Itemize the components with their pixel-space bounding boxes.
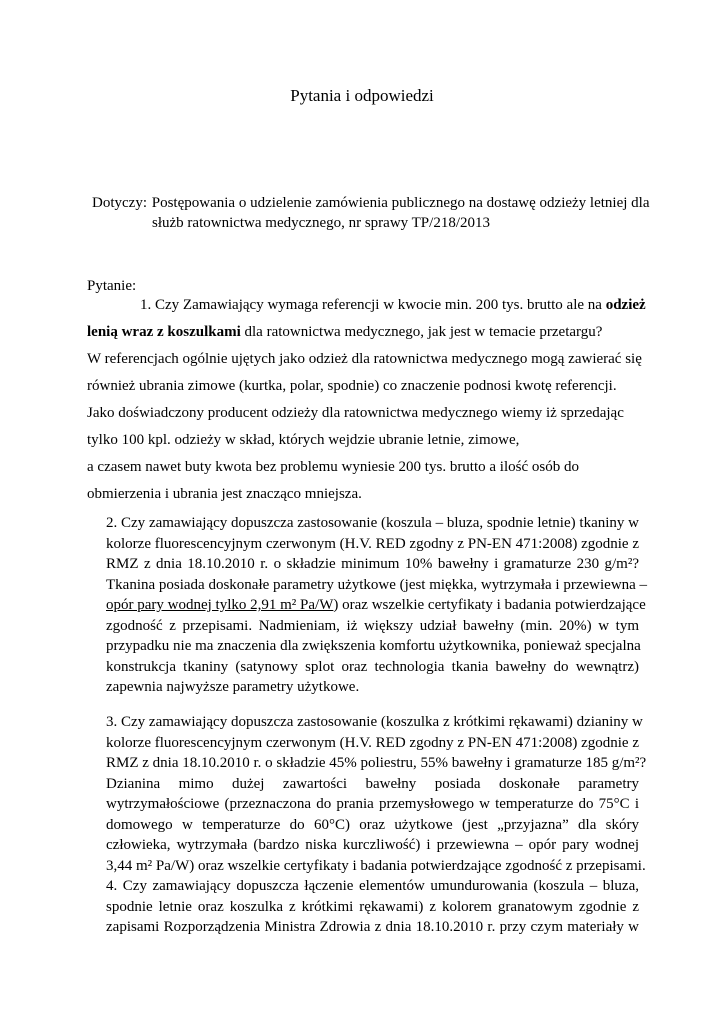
q3-line-6: domowego w temperaturze do 60°C) oraz użytkowe (jest „przyjazna” dla skóry bbox=[106, 816, 639, 833]
question-1 bbox=[87, 296, 647, 512]
q1-line-2 bbox=[87, 323, 647, 350]
q1-line-5: Jako doświadczony producent odzieży dla ratownictwa medycznego wiemy iż sprzedając bbox=[87, 405, 624, 421]
q1-line-1-text: 1. Czy Zamawiający wymaga referencji w kwocie min. 200 tys. brutto ale na bbox=[140, 297, 606, 313]
q1-line-7: a czasem nawet buty kwota bez problemu wyniesie 200 tys. brutto a ilość osób do bbox=[87, 459, 579, 475]
q4-line-1: 4. Czy zamawiający dopuszcza łączenie elementów umundurowania (koszula – bluza, bbox=[106, 878, 639, 894]
q4-line-3: zapisami Rozporządzenia Ministra Zdrowia z dnia 18.10.2010 r. przy czym materiały w bbox=[106, 919, 639, 935]
regarding-text-1: Postępowania o udzielenie zamówienia publicznego na dostawę odzieży letniej dla bbox=[151, 195, 650, 211]
q3-line-8: 3,44 m² Pa/W) oraz wszelkie certyfikaty i badania potwierdzające zgodność z przepisami. bbox=[106, 857, 646, 874]
q2-underlined-text: opór pary wodnej tylko 2,91 m² Pa/W bbox=[106, 597, 334, 613]
q1-line-3: W referencjach ogólnie ujętych jako odzież dla ratownictwa medycznego mogą zawierać się bbox=[87, 351, 642, 367]
q3-line-2: kolorze fluorescencyjnym czerwonym (H.V. RED zgodny z PN-EN 471:2008) zgodnie z bbox=[106, 734, 639, 751]
question-2 bbox=[106, 513, 648, 698]
q2-line-5 bbox=[106, 595, 646, 616]
q1-line-2-text: dla ratownictwa medycznego, jak jest w temacie przetargu? bbox=[240, 324, 603, 340]
q1-line-1 bbox=[87, 296, 647, 323]
regarding-text-2: służb ratownictwa medycznego, nr sprawy TP/218/2013 bbox=[152, 215, 490, 231]
q2-line-9: zapewnia najwyższe parametry użytkowe. bbox=[106, 679, 360, 695]
page-title: Pytania i odpowiedzi bbox=[290, 86, 434, 105]
q2-line-6: zgodność z przepisami. Nadmieniam, iż większy udział bawełny (min. 20%) w tym bbox=[106, 617, 639, 634]
q2-line-5-rest: ) oraz wszelkie certyfikaty i badania potwierdzające bbox=[333, 597, 646, 613]
q1-line-4: również ubrania zimowe (kurtka, polar, spodnie) co znaczenie podnosi kwotę referencji. bbox=[87, 378, 617, 394]
question-label: Pytanie: bbox=[87, 278, 137, 294]
regarding-block bbox=[92, 193, 652, 233]
q1-line-6: tylko 100 kpl. odzieży w skład, których wejdzie ubranie letnie, zimowe, bbox=[87, 432, 520, 448]
question-4 bbox=[106, 876, 639, 938]
q3-line-5: wytrzymałościowe (przeznaczona do prania przemysłowego w temperaturze do 75°C i bbox=[106, 796, 639, 812]
regarding-line-1 bbox=[92, 193, 652, 213]
q2-line-2: kolorze fluorescencyjnym czerwonym (H.V. RED zgodny z PN-EN 471:2008) zgodnie z bbox=[106, 535, 639, 552]
regarding-label: Dotyczy: bbox=[92, 195, 147, 211]
q3-line-4: Dzianina mimo dużej zawartości bawełny posiada doskonałe parametry bbox=[106, 775, 639, 792]
q2-line-8: konstrukcja tkaniny (satynowy splot oraz technologia tkania bawełny do wewnątrz) bbox=[106, 658, 639, 675]
q3-line-7: człowieka, wytrzymała (bardzo niska kurczliwość) i przewiewna – opór pary wodnej bbox=[106, 837, 639, 853]
q1-line-2-bold: lenią wraz z koszulkami bbox=[87, 324, 241, 340]
question-3 bbox=[106, 712, 647, 876]
q2-line-1: 2. Czy zamawiający dopuszcza zastosowanie (koszula – bluza, spodnie letnie) tkaniny w bbox=[106, 515, 639, 531]
q3-line-3: RMZ z dnia 18.10.2010 r. o składzie 45% poliestru, 55% bawełny i gramaturze 185 g/m²? bbox=[106, 755, 647, 771]
q1-line-1-bold: odzież bbox=[605, 297, 646, 313]
q4-line-2: spodnie letnie oraz koszulka z krótkimi rękawami) z kolorem granatowym zgodnie z bbox=[106, 898, 639, 915]
q2-line-7: przypadku nie ma znaczenia dla zwiększenia komfortu użytkownika, ponieważ specjalna bbox=[106, 638, 641, 654]
q2-line-4: Tkanina posiada doskonałe parametry użytkowe (jest miękka, wytrzymała i przewiewna – bbox=[106, 576, 648, 593]
q1-line-8: obmierzenia i ubrania jest znacząco mniejsza. bbox=[87, 486, 362, 502]
q3-line-1: 3. Czy zamawiający dopuszcza zastosowanie (koszulka z krótkimi rękawami) dzianiny w bbox=[106, 714, 643, 730]
q2-line-3: RMZ z dnia 18.10.2010 r. o składzie minimum 10% bawełny i gramaturze 230 g/m²? bbox=[106, 556, 639, 572]
